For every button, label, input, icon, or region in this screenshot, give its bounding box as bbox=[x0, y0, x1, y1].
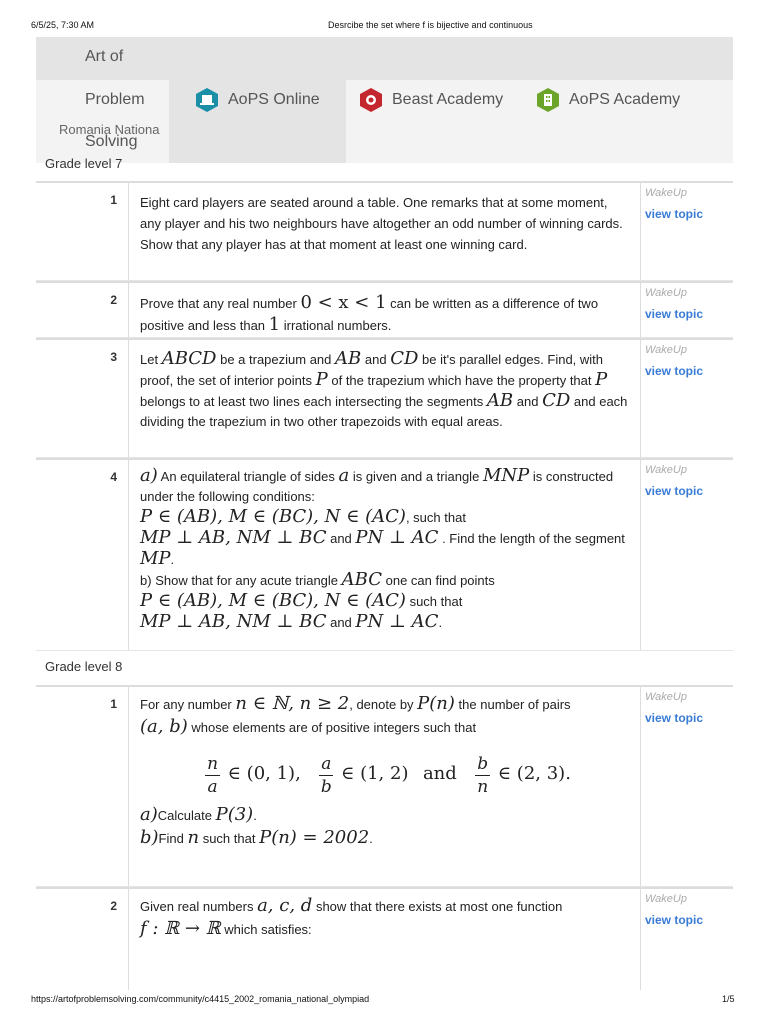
view-topic-link[interactable]: view topic bbox=[645, 484, 704, 498]
nav-aops-online-label: AoPS Online bbox=[228, 91, 320, 108]
problem-text: Let ABCD be a trapezium and AB and CD be it's parallel edges. Find, with proof, the set of interior points P of the trapezium which have the property that P belongs to at least two lines each intersecting the segments AB and CD and each dividing the trapezium in two other trapezoids with equal areas. bbox=[140, 348, 628, 429]
print-page-number: 1/5 bbox=[722, 994, 735, 1004]
problem-number: 4 bbox=[110, 470, 117, 484]
section-title-grade-7: Grade level 7 bbox=[45, 156, 123, 171]
problem-row bbox=[36, 685, 733, 887]
problem-number: 1 bbox=[110, 697, 117, 711]
logo-line-1[interactable]: Art of bbox=[85, 48, 124, 65]
logo-line-2[interactable]: Problem bbox=[85, 91, 145, 108]
problem-number: 3 bbox=[110, 350, 117, 364]
view-topic-link[interactable]: view topic bbox=[645, 711, 704, 725]
wakeup-label: WakeUp bbox=[645, 344, 687, 356]
section-title-grade-8: Grade level 8 bbox=[45, 659, 123, 674]
wakeup-label: WakeUp bbox=[645, 691, 687, 703]
problem-row bbox=[36, 458, 733, 651]
problem-text: a) An equilateral triangle of sides a is given and a triangle MNP is constructed under the following conditions: P ∈ (AB), M ∈ (BC), N ∈ (AC), such that MP ⊥ AB, NM ⊥ BC and PN ⊥ AC . Find the length of the segment MP. b) Show that for any acute triangle ABC one can find points P ∈ (AB), M ∈ (BC), N ∈ (AC) such that MP ⊥ AB, NM ⊥ BC and PN ⊥ AC. bbox=[140, 465, 625, 632]
site-header bbox=[36, 37, 733, 163]
view-topic-link[interactable]: view topic bbox=[645, 207, 704, 221]
header-band bbox=[36, 37, 733, 80]
problem-row bbox=[36, 181, 733, 281]
problem-row bbox=[36, 338, 733, 458]
problem-number: 2 bbox=[110, 899, 117, 913]
wakeup-label: WakeUp bbox=[645, 287, 687, 299]
problem-row bbox=[36, 887, 733, 990]
nav-aops-academy-label: AoPS Academy bbox=[569, 91, 681, 108]
problem-number: 2 bbox=[110, 293, 117, 307]
problem-text: Prove that any real number 0 < x < 1 can be written as a difference of two positive and less than 1 irrational numbers. bbox=[140, 292, 599, 335]
view-topic-link[interactable]: view topic bbox=[645, 307, 704, 321]
problem-text: Eight card players are seated around a table. One remarks that at some moment, any player and his two neighbours have altogether an odd number of winning cards. Show that any player has at that moment at least one winning card. bbox=[140, 195, 623, 252]
breadcrumb-overlay: Romania Nationa bbox=[59, 122, 160, 137]
view-topic-link[interactable]: view topic bbox=[645, 913, 704, 927]
beast-academy-icon bbox=[359, 87, 383, 113]
logo-line-3[interactable]: Solving bbox=[85, 133, 138, 150]
problem-text: For any number n ∈ ℕ, n ≥ 2, denote by P(n) the number of pairs (a, b) whose elements are of positive integers such that $\frac{n}{a}$ ∈ (0, 1), $\frac{a}{b}$ ∈ (1, 2) and $\frac{b}{n}$ ∈ (2, 3). a)Calculate P(3). b)Find n such that P(n) = 2002. bbox=[140, 693, 632, 850]
problem-number: 1 bbox=[110, 193, 117, 207]
wakeup-label: WakeUp bbox=[645, 187, 687, 199]
wakeup-label: WakeUp bbox=[645, 464, 687, 476]
wakeup-label: WakeUp bbox=[645, 893, 687, 905]
display-formula: $\frac{n}{a}$ ∈ (0, 1), $\frac{a}{b}$ ∈ (1, 2) and $\frac{b}{n}$ ∈ (2, 3). bbox=[207, 754, 571, 797]
print-url: https://artofproblemsolving.com/community/c4415_2002_romania_national_olympiad bbox=[31, 994, 370, 1004]
aops-academy-icon bbox=[536, 87, 560, 113]
print-title: Desrcibe the set where f is bijective and continuous bbox=[328, 20, 533, 30]
print-datetime: 6/5/25, 7:30 AM bbox=[31, 20, 95, 30]
nav-beast-academy-label: Beast Academy bbox=[392, 91, 504, 108]
problem-row bbox=[36, 281, 733, 338]
nav-aops-academy[interactable] bbox=[536, 87, 680, 113]
nav-aops-online[interactable] bbox=[195, 87, 320, 113]
problem-text: Given real numbers a, c, d show that there exists at most one function f : ℝ → ℝ which satisfies: bbox=[140, 895, 563, 939]
view-topic-link[interactable]: view topic bbox=[645, 364, 704, 378]
aops-online-icon bbox=[195, 87, 219, 113]
nav-beast-academy[interactable] bbox=[359, 87, 503, 113]
